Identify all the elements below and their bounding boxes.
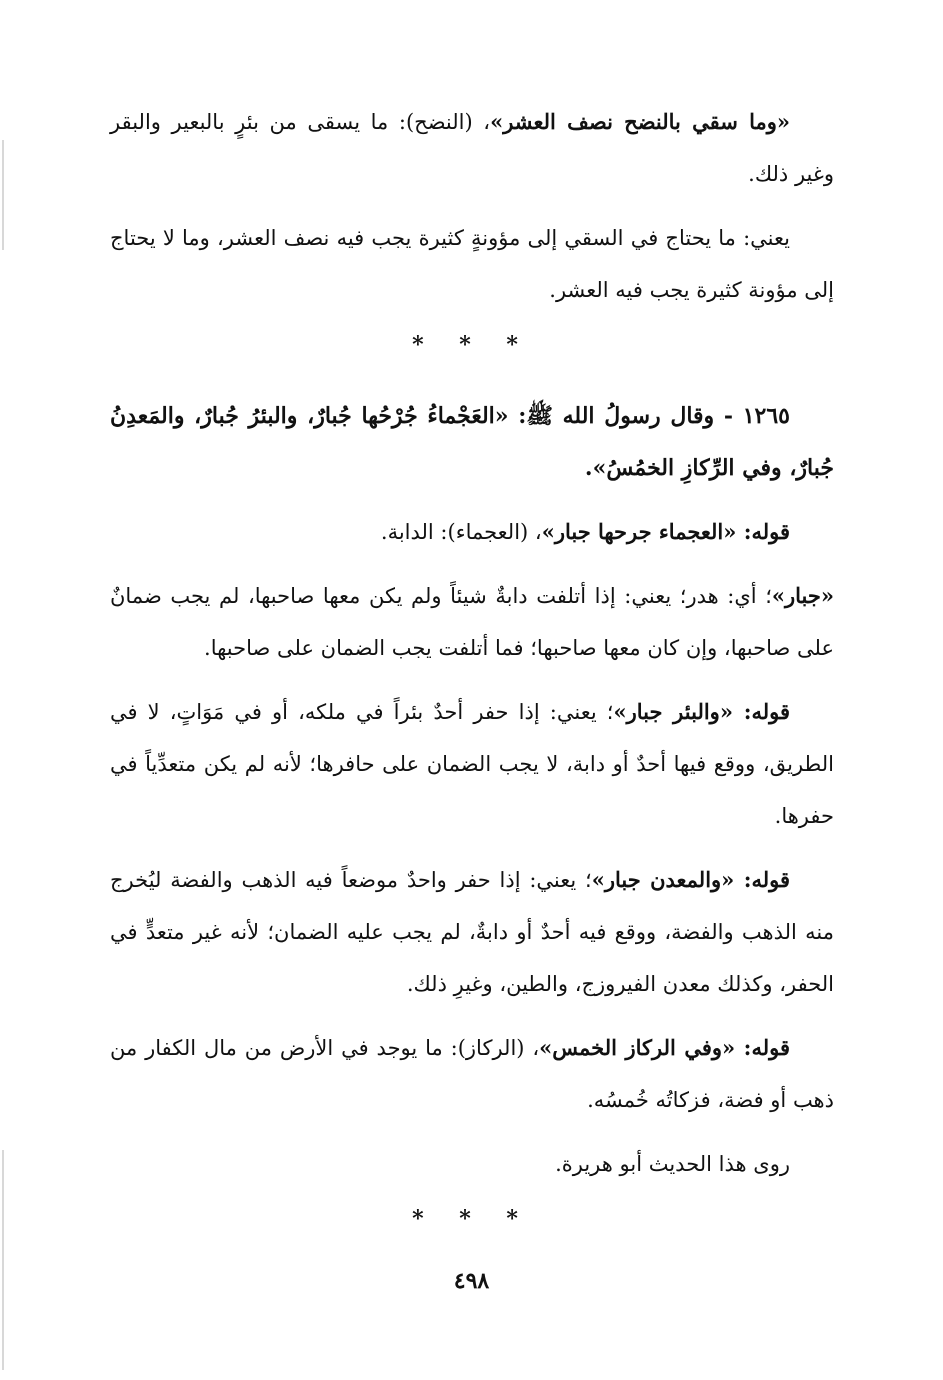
page-edge-mark-bottom [2, 1150, 4, 1370]
page-edge-mark-top [2, 140, 4, 250]
gloss-nadh: ، (النضح): ما يسقى من بئرٍ بالبعير والبقر وغير ذلك. [110, 110, 834, 186]
section-separator-top: * * * [412, 332, 532, 358]
explanation-tithe-end: . [549, 278, 556, 302]
quote-jubar: «جبار» [771, 583, 834, 608]
quote-nadh: «وما سقي بالنضح نصف العشر» [490, 109, 790, 134]
quote-rikaz: قوله: «وفي الركاز الخمس» [539, 1035, 790, 1060]
quote-ajmaa: قوله: «العجماء جرحها جبار» [541, 519, 790, 544]
hadith-1265: ١٢٦٥ - وقال رسولُ الله ﷺ: «العَجْماءُ جُرْحُها جُبارٌ، والبئرُ جُبارٌ، والمَعدِنُ جُبارٌ، وفي الرِّكازِ الخمُسُ». [110, 403, 834, 481]
gloss-jubar: ؛ أي: هدر؛ يعني: إذا أتلفت دابةٌ شيئاً ولم يكن معها صاحبها، لم يجب ضمانٌ على صاحبها، وإن كان معها صاحبها؛ فما أتلفت يجب الضمان على صاحبها. [110, 584, 834, 660]
paragraph-rikaz [110, 1022, 834, 1126]
paragraph-jubar [110, 570, 834, 674]
paragraph-explanation-tithe [110, 212, 834, 316]
lead-yani: يعني: [735, 226, 790, 250]
quote-mine: قوله: «والمعدن جبار» [591, 867, 791, 892]
paragraph-ajmaa [110, 506, 834, 558]
gloss-rikaz: ، (الركاز): ما يوجد في الأرض من مال الكفار من ذهب أو فضة، فزكاتُه خُمسُه. [110, 1036, 834, 1112]
explanation-tithe: ما يحتاج في السقي إلى مؤونةٍ كثيرة يجب فيه نصف العشر، وما لا يحتاج إلى مؤونة كثيرة يجب فيه العشر [110, 226, 834, 302]
gloss-well: ؛ يعني: إذا حفر أحدٌ بئراً في ملكه، أو في مَوَاتٍ، لا في الطريق، ووقع فيها أحدٌ أو دابة، لا يجب الضمان على حافرها؛ لأنه لم يكن متعدِّياً في حفرها. [110, 700, 834, 828]
page-body [110, 96, 834, 1264]
paragraph-nadh [110, 96, 834, 200]
narrator-line: روى هذا الحديث أبو هريرة. [555, 1152, 790, 1176]
quote-well: قوله: «والبئر جبار» [613, 699, 790, 724]
paragraph-well [110, 686, 834, 842]
gloss-mine: ؛ يعني: إذا حفر واحدٌ موضعاً فيه الذهب والفضة ليُخرج منه الذهب والفضة، ووقع فيه أحدٌ أو دابةٌ، لم يجب عليه الضمان؛ لأنه غير متعدٍّ في الحفر، وكذلك معدن الفيروزج، والطين، وغيرِ ذلك. [110, 868, 834, 996]
section-separator-bottom: * * * [412, 1206, 532, 1232]
gloss-ajmaa: ، (العجماء): الدابة. [380, 520, 542, 544]
paragraph-mine [110, 854, 834, 1010]
page-number: ٤٩٨ [453, 1268, 490, 1294]
